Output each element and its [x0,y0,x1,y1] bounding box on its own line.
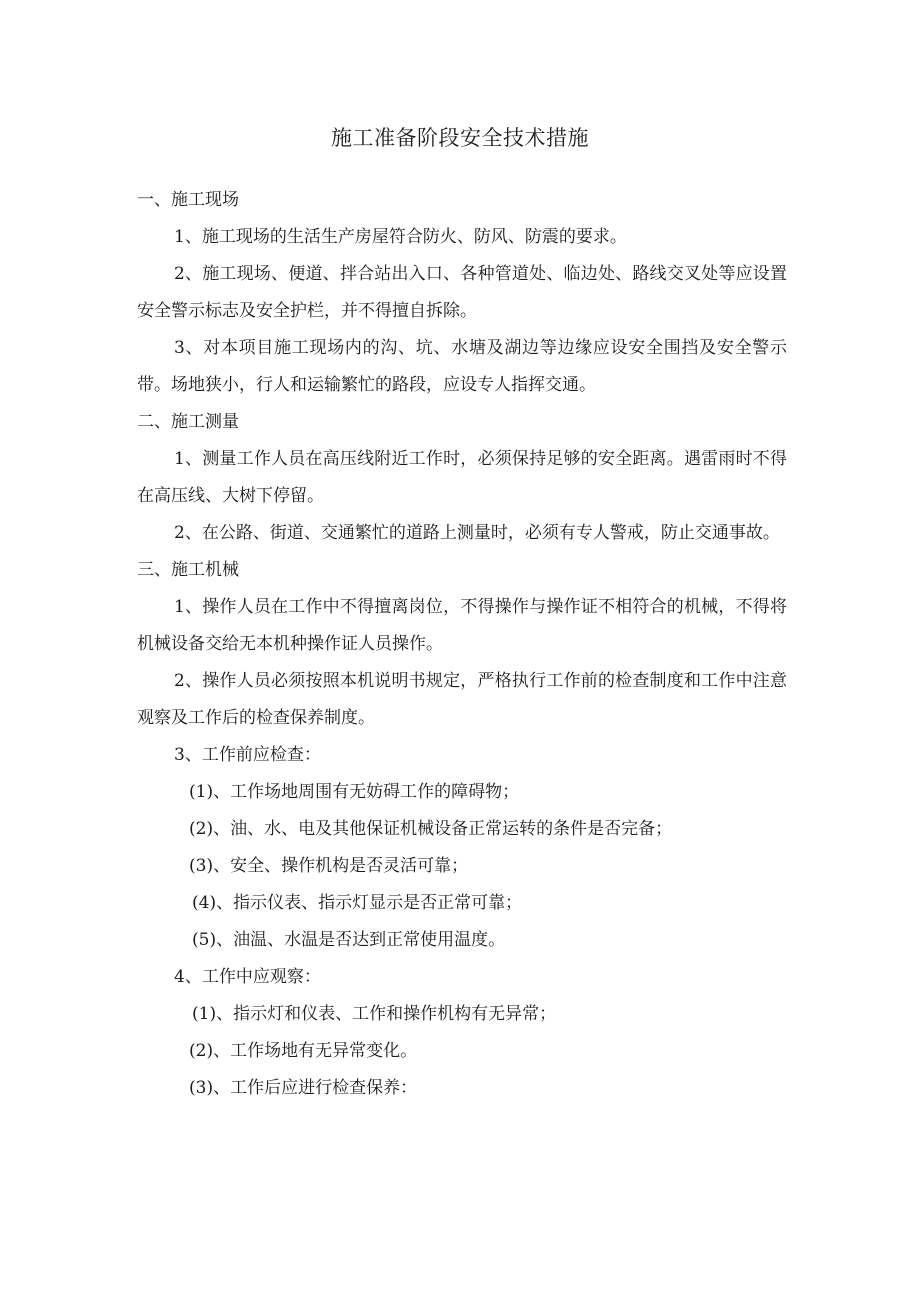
page-title: 施工准备阶段安全技术措施 [331,126,589,150]
paragraph: 1、测量工作人员在高压线附近工作时，必须保持足够的安全距离。遇雷雨时不得在高压线、大树下停留。 [137,449,787,506]
list-item: (2)、工作场地有无异常变化。 [189,1041,418,1061]
list-item: (3)、工作后应进行检查保养： [189,1078,418,1098]
list-item: (5)、油温、水温是否达到正常使用温度。 [192,930,506,950]
list-item: (1)、指示灯和仪表、工作和操作机构有无异常； [192,1004,557,1024]
section-heading-machinery: 三、施工机械 [137,560,239,580]
paragraph: 1、施工现场的生活生产房屋符合防火、防风、防震的要求。 [174,227,627,247]
document-body [137,182,787,1107]
paragraph: 2、施工现场、便道、拌合站出入口、各种管道处、临边处、路线交叉处等应设置安全警示标志及安全护栏，并不得擅自拆除。 [137,264,787,321]
check-before-label: 3、工作前应检查： [174,745,321,765]
paragraph: 3、对本项目施工现场内的沟、坑、水塘及湖边等边缘应设安全围挡及安全警示带。场地狭小，行人和运输繁忙的路段，应设专人指挥交通。 [137,338,787,395]
paragraph: 1、操作人员在工作中不得擅离岗位，不得操作与操作证不相符合的机械，不得将机械设备交给无本机种操作证人员操作。 [137,597,787,654]
list-item: (1)、工作场地周围有无妨碍工作的障碍物； [189,782,520,802]
list-item: (2)、油、水、电及其他保证机械设备正常运转的条件是否完备； [189,819,673,839]
paragraph: 2、在公路、街道、交通繁忙的道路上测量时，必须有专人警戒，防止交通事故。 [174,523,780,543]
section-heading-survey: 二、施工测量 [137,412,239,432]
observe-during-label: 4、工作中应观察： [174,967,321,987]
section-heading-site: 一、施工现场 [137,190,239,210]
list-item: (4)、指示仪表、指示灯显示是否正常可靠； [192,893,523,913]
list-item: (3)、安全、操作机构是否灵活可靠； [189,856,469,876]
paragraph: 2、操作人员必须按照本机说明书规定，严格执行工作前的检查制度和工作中注意观察及工作后的检查保养制度。 [137,671,787,728]
